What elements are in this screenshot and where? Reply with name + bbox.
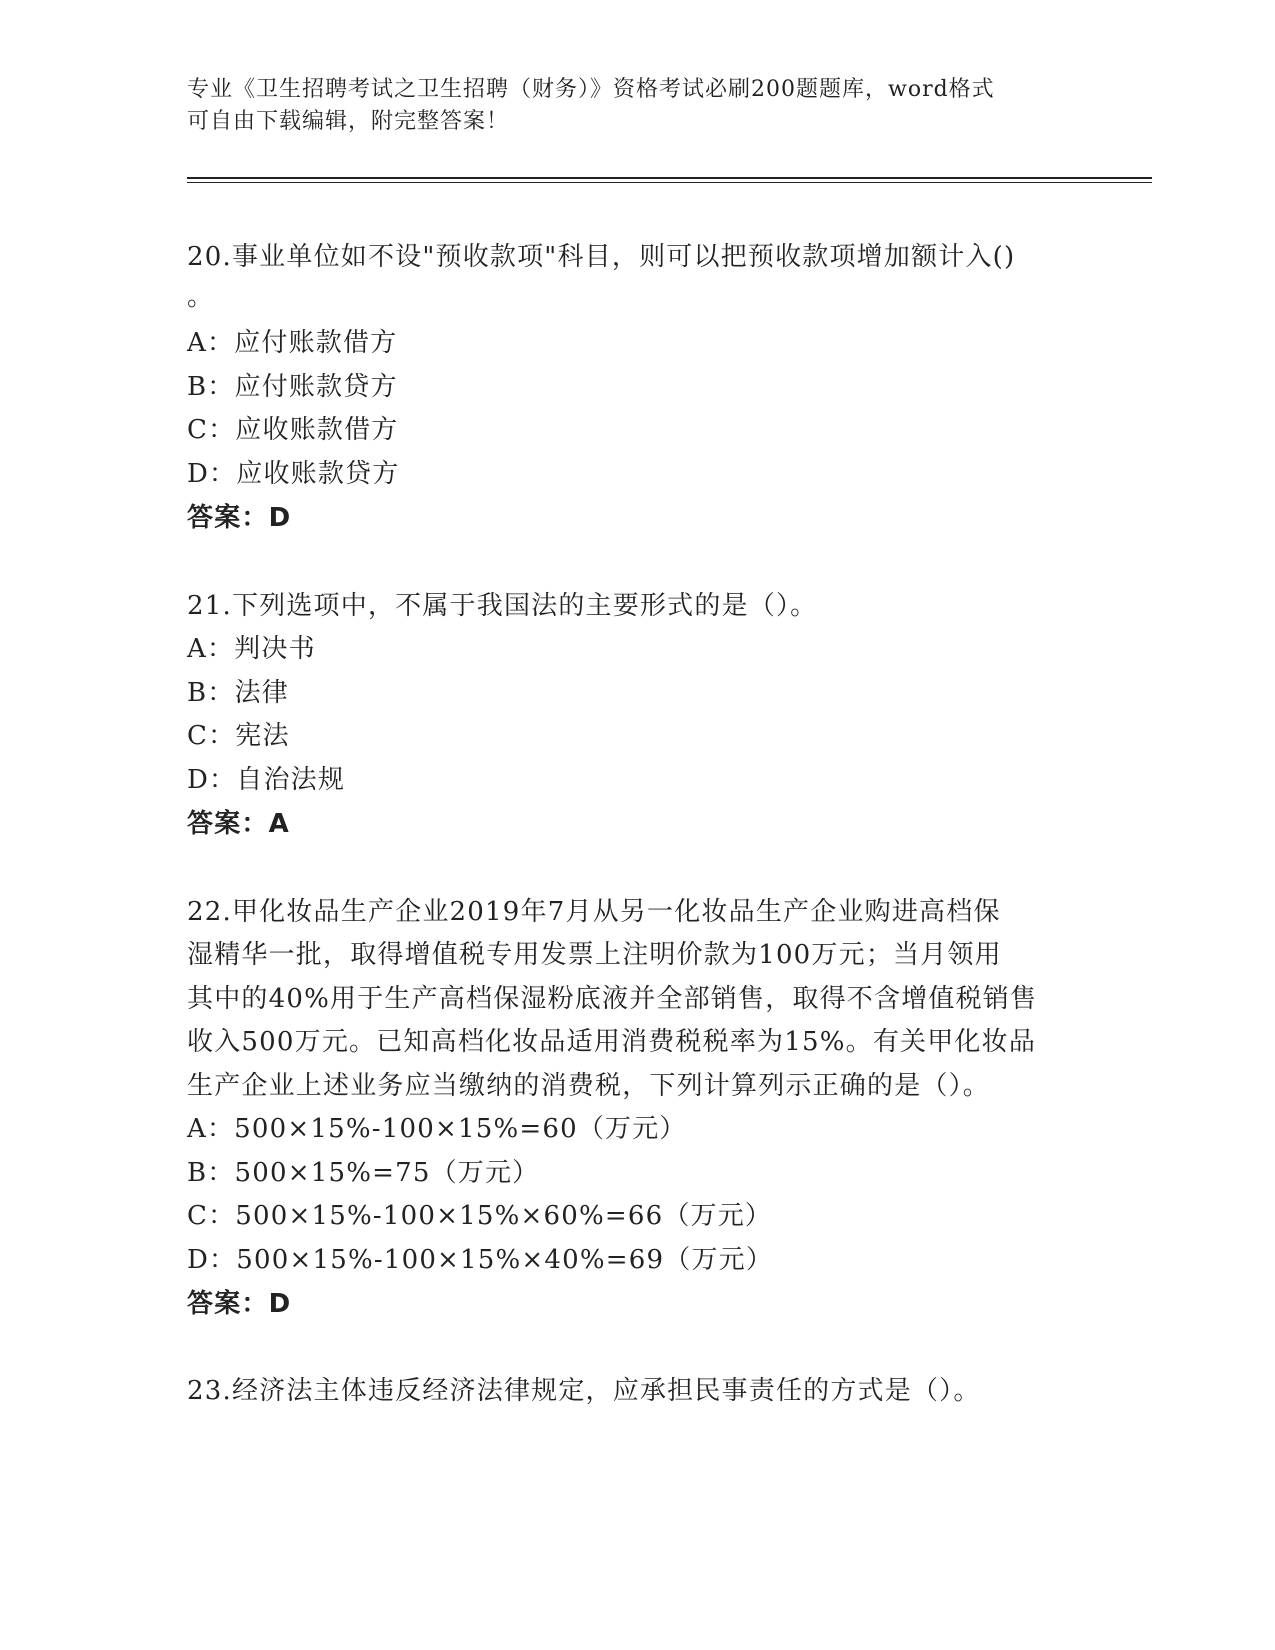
question-22-stem-line-1: 22.甲化妆品生产企业2019年7月从另一化妆品生产企业购进高档保 xyxy=(187,897,1001,927)
question-20-stem-line-1: 20.事业单位如不设"预收款项"科目，则可以把预收款项增加额计入() xyxy=(187,242,1016,272)
question-20-stem-line-2: 。 xyxy=(187,282,215,312)
question-21-answer: 答案：A xyxy=(187,809,290,839)
question-20-option-c: C：应收账款借方 xyxy=(187,415,399,445)
header-line-1: 专业《卫生招聘考试之卫生招聘（财务）》资格考试必刷200题题库，word格式 xyxy=(187,77,995,102)
question-22-option-b: B：500×15%=75（万元） xyxy=(187,1158,540,1188)
question-21-option-a: A：判决书 xyxy=(187,634,316,664)
question-21-option-c: C：宪法 xyxy=(187,721,290,751)
question-22-stem-line-2: 湿精华一批，取得增值税专用发票上注明价款为100万元；当月领用 xyxy=(187,940,1002,970)
question-22-stem-line-4: 收入500万元。已知高档化妆品适用消费税税率为15%。有关甲化妆品 xyxy=(187,1027,1037,1057)
document-header xyxy=(187,74,1067,138)
question-22-option-c: C：500×15%-100×15%×60%=66（万元） xyxy=(187,1201,773,1231)
question-20-option-d: D：应收账款贷方 xyxy=(187,459,400,489)
header-divider-thick xyxy=(187,177,1152,179)
question-20-answer: 答案：D xyxy=(187,503,292,533)
header-line-2: 可自由下载编辑，附完整答案！ xyxy=(187,109,510,134)
question-22-option-d: D：500×15%-100×15%×40%=69（万元） xyxy=(187,1245,774,1275)
question-22-stem-line-5: 生产企业上述业务应当缴纳的消费税，下列计算列示正确的是（）。 xyxy=(187,1071,991,1101)
question-20-option-a: A：应付账款借方 xyxy=(187,328,398,358)
question-20-option-b: B：应付账款贷方 xyxy=(187,372,398,402)
question-22-stem-line-3: 其中的40%用于生产高档保湿粉底液并全部销售，取得不含增值税销售 xyxy=(187,984,1038,1014)
header-divider-thin xyxy=(187,182,1152,183)
question-21-option-b: B：法律 xyxy=(187,678,289,708)
question-21-stem: 21.下列选项中，不属于我国法的主要形式的是（）。 xyxy=(187,591,818,621)
question-21-option-d: D：自治法规 xyxy=(187,765,346,795)
question-23-stem: 23.经济法主体违反经济法律规定，应承担民事责任的方式是（）。 xyxy=(187,1376,981,1406)
question-22-option-a: A：500×15%-100×15%=60（万元） xyxy=(187,1114,687,1144)
question-22-answer: 答案：D xyxy=(187,1289,292,1319)
